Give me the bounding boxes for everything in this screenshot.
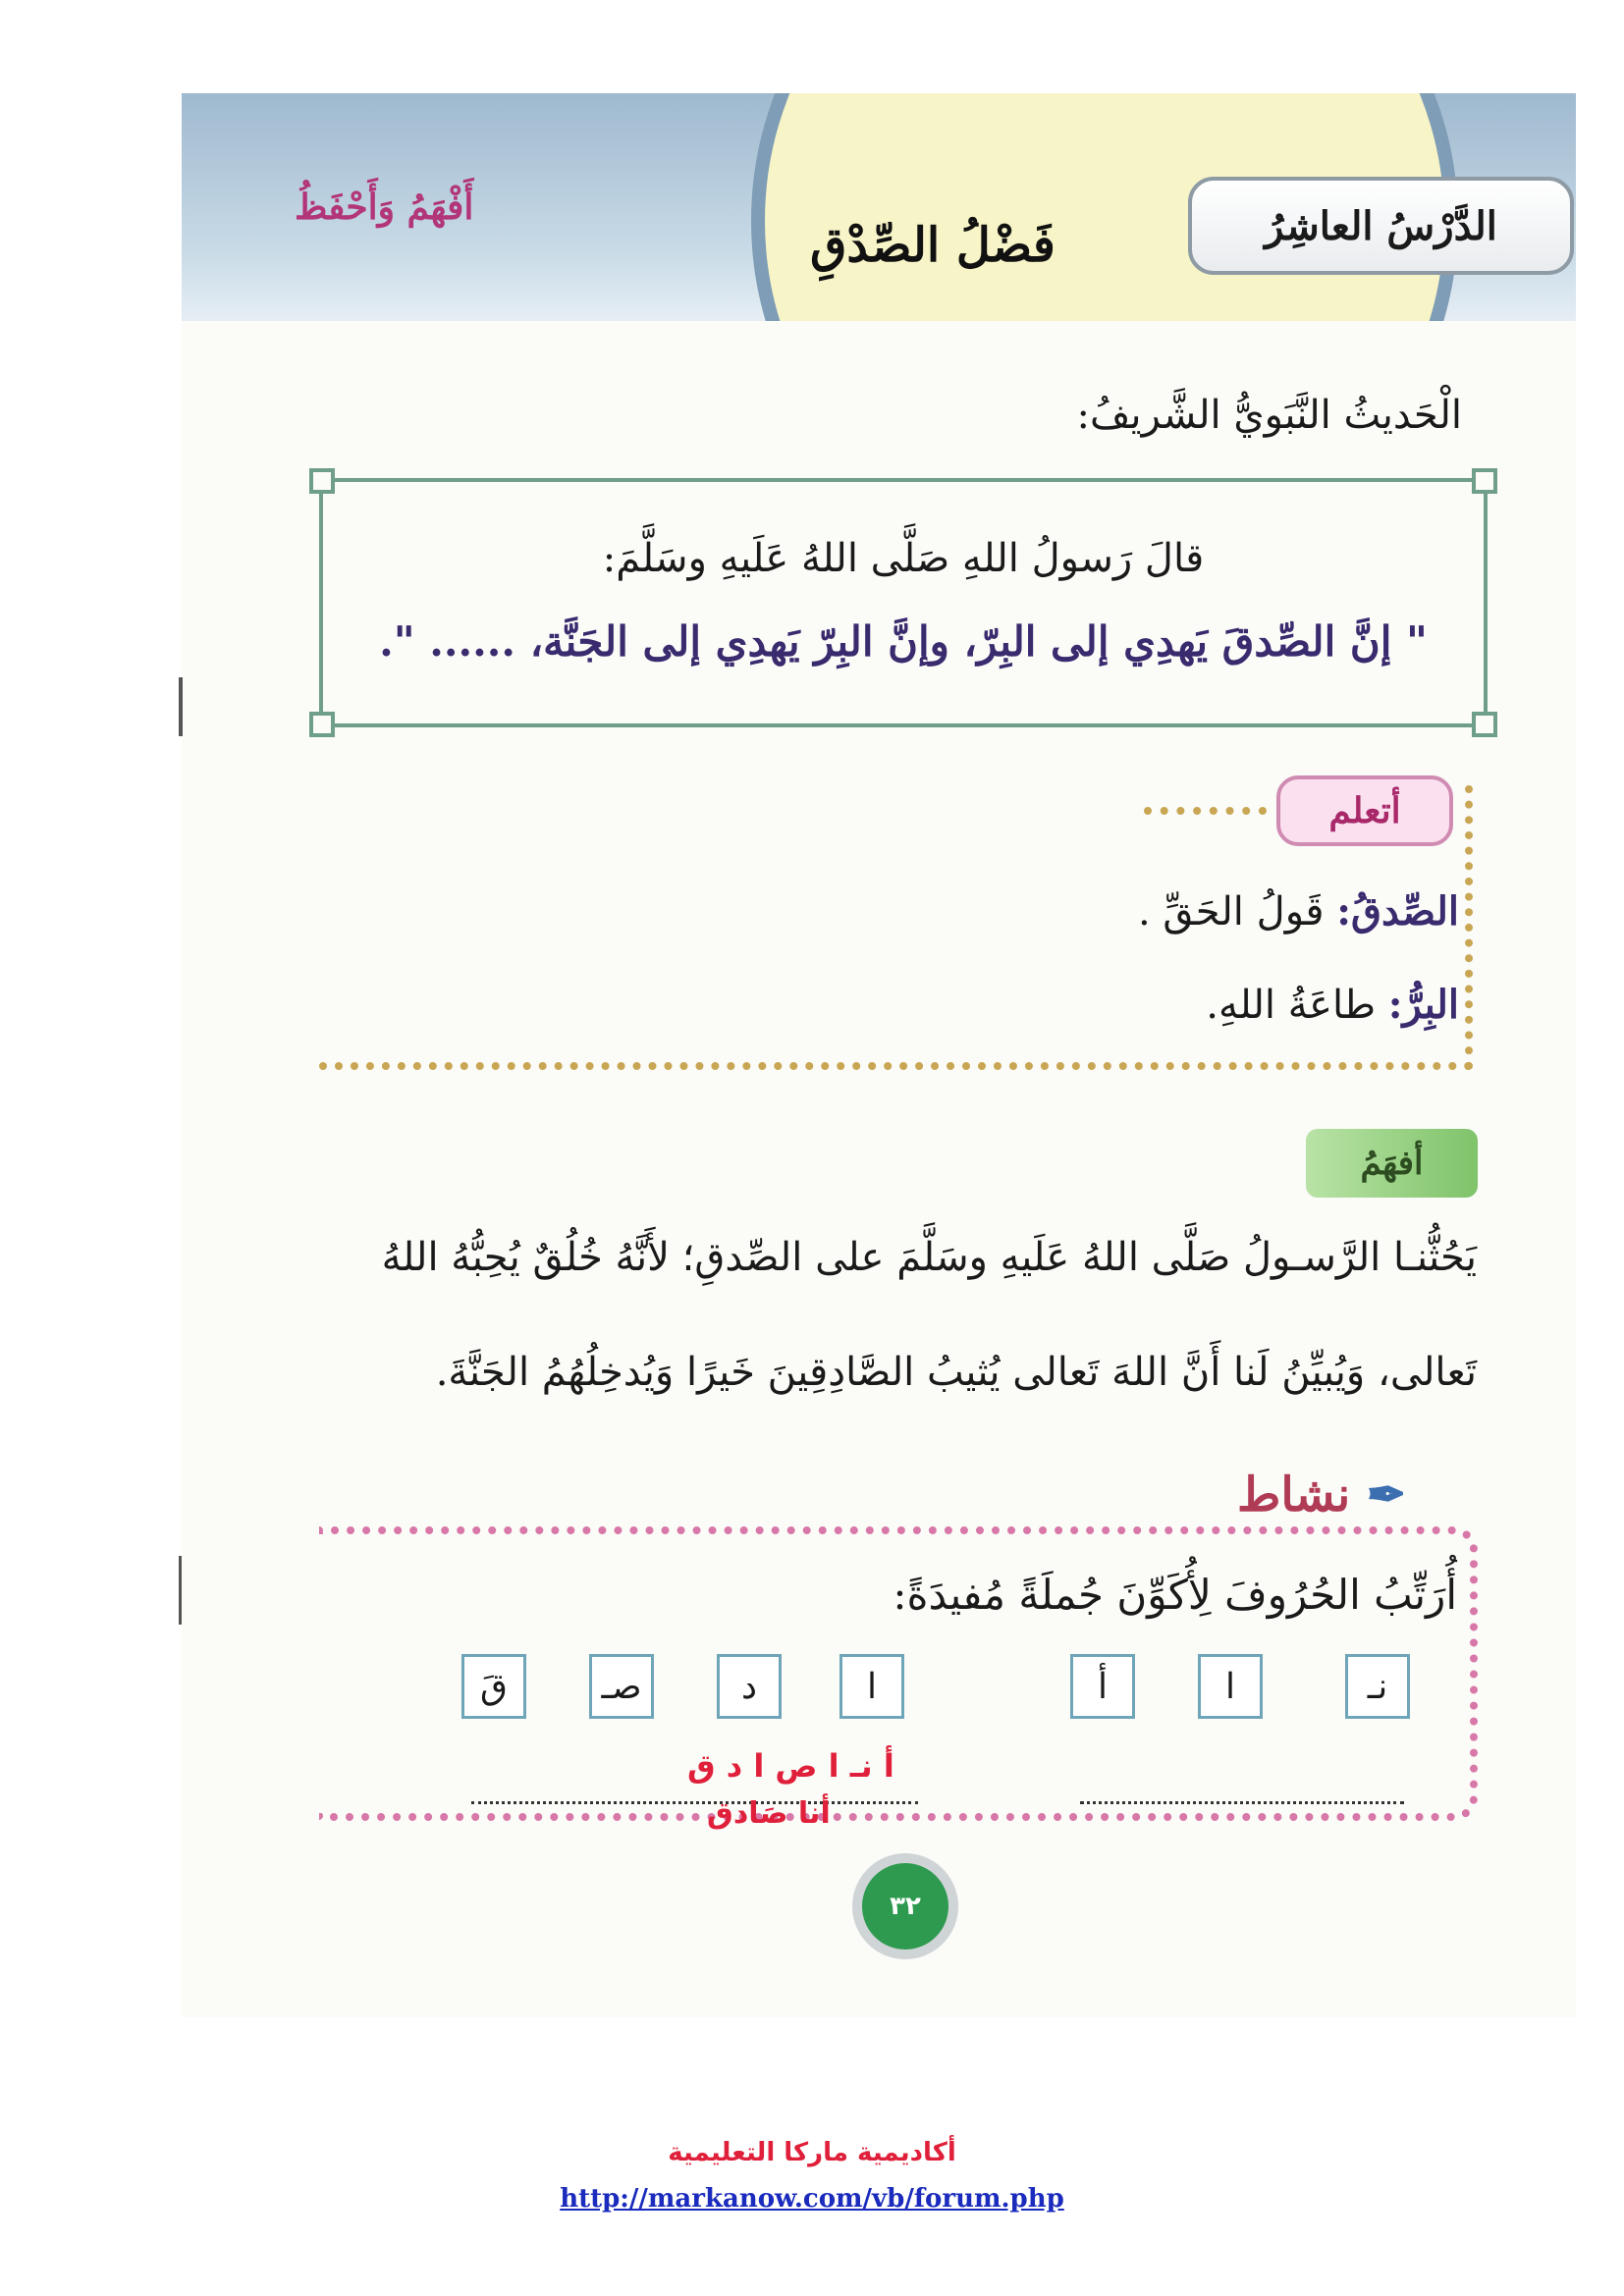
activity-title-text: نشاط	[1237, 1468, 1351, 1522]
understand-tag: أفهَمُ	[1306, 1129, 1478, 1198]
margin-mark	[179, 1556, 182, 1625]
piety-definition: طاعَةُ اللهِ.	[1206, 983, 1377, 1028]
understand-line-2: تَعالى، وَيُبيِّنُ لَنا أَنَّ اللهَ تَعالى يُثيبُ الصَّادِقِينَ خَيرًا وَيُدخِلُهُمُ الجَنَّةَ.	[435, 1350, 1477, 1395]
definition-piety	[1206, 982, 1459, 1028]
answer-letters: أ نـ ا ص ا د ق	[687, 1747, 894, 1785]
lesson-title: فَضْلُ الصِّدْقِ	[810, 218, 1056, 273]
lesson-number-tab: الدَّرْسُ العاشِرُ	[1188, 177, 1574, 275]
letter-box: أ	[1070, 1654, 1135, 1719]
activity-title	[1237, 1468, 1406, 1522]
frame-corner	[309, 712, 335, 737]
letter-box: ا	[839, 1654, 904, 1719]
hadith-intro: قالَ رَسولُ اللهِ صَلَّى اللهُ عَلَيهِ وسَلَّمَ:	[602, 536, 1205, 581]
letter-box: صـ	[589, 1654, 654, 1719]
letter-box: قَ	[461, 1654, 526, 1719]
frame-corner	[309, 468, 335, 494]
pen-icon: ✒	[1366, 1468, 1407, 1522]
frame-corner	[1472, 468, 1497, 494]
truth-definition: قَولُ الحَقِّ .	[1138, 889, 1325, 934]
letter-box: د	[717, 1654, 782, 1719]
hadith-frame	[319, 478, 1488, 727]
understand-line-1: يَحُثُّنـا الرَّسـولُ صَلَّى اللهُ عَلَيهِ وسَلَّمَ على الصِّدقِ؛ لأَنَّهُ خُلُقٌ يُحِبُّهُ اللهُ	[381, 1235, 1477, 1280]
letter-box: نـ	[1345, 1654, 1410, 1719]
answer-line	[1080, 1801, 1404, 1804]
activity-prompt: أُرَتِّبُ الحُرُوفَ لِأُكَوِّنَ جُملَةً مُفيدَةً:	[893, 1571, 1457, 1619]
footer-link[interactable]: http://markanow.com/vb/forum.php	[560, 2184, 1064, 2214]
answer-sentence: أنا صَادق	[707, 1796, 831, 1831]
truth-term: الصِّدقُ:	[1336, 888, 1459, 934]
section-label: أَفْهَمُ وَأَحْفَظُ	[295, 187, 474, 228]
letter-box: ا	[1198, 1654, 1263, 1719]
learn-box-dots	[1144, 807, 1267, 815]
hadith-text: " إنَّ الصِّدقَ يَهدِي إلى البِرّ، وإنَّ البِرّ يَهدِي إلى الجَنَّة، ...... ".	[379, 617, 1428, 666]
margin-mark	[179, 677, 183, 736]
page-number: ٣٢	[852, 1853, 958, 1959]
frame-corner	[1472, 712, 1497, 737]
definition-truth	[1138, 888, 1459, 934]
learn-tag: أتعلم	[1276, 775, 1453, 846]
footer-academy: أكاديمية ماركا التعليمية	[668, 2138, 956, 2167]
answer-line	[471, 1801, 918, 1804]
hadith-heading: الْحَديثُ النَّبَويُّ الشَّريفُ:	[1076, 393, 1462, 438]
piety-term: البِرُّ:	[1387, 982, 1459, 1028]
